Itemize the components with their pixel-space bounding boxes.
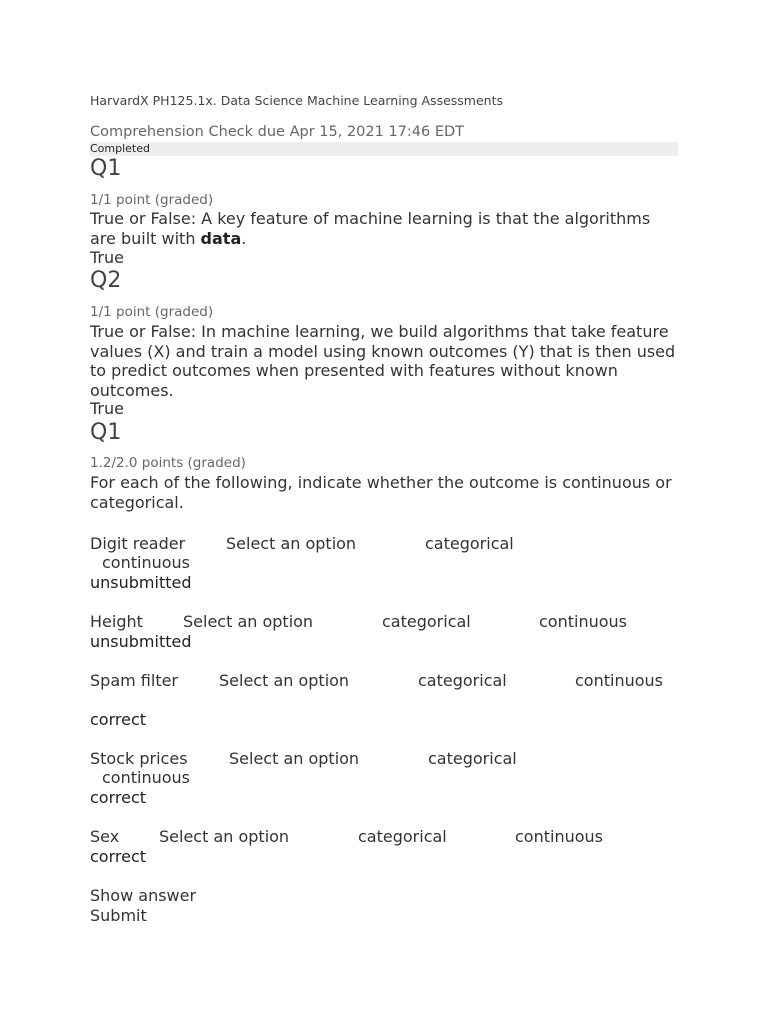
question-1-prompt-end: . <box>241 228 247 248</box>
item-label-height: Height <box>90 612 143 631</box>
option-categorical-height[interactable]: categorical <box>382 612 471 631</box>
status-stock-prices: correct <box>90 788 147 807</box>
option-continuous-digit-reader[interactable]: continuous <box>102 553 190 572</box>
question-3-heading: Q1 <box>90 420 122 445</box>
option-categorical-stock-prices[interactable]: categorical <box>428 749 517 768</box>
question-1-prompt <box>90 209 680 248</box>
select-digit-reader[interactable]: Select an option <box>226 534 357 553</box>
question-1-grade: 1/1 point (graded) <box>90 192 214 208</box>
select-spam-filter[interactable]: Select an option <box>219 671 350 690</box>
section-title: Comprehension Check due Apr 15, 2021 17:46 EDT <box>90 124 465 140</box>
item-label-sex: Sex <box>90 827 120 846</box>
question-1-answer: True <box>90 248 124 267</box>
question-1-prompt-bold: data <box>200 228 242 248</box>
option-continuous-stock-prices[interactable]: continuous <box>102 768 190 787</box>
course-title: HarvardX PH125.1x. Data Science Machine Learning Assessments <box>90 93 503 108</box>
status-digit-reader: unsubmitted <box>90 573 192 592</box>
question-1-prompt-text: True or False: A key feature of machine learning is that the algorithms are built with <box>90 209 651 248</box>
question-1-heading: Q1 <box>90 156 122 181</box>
option-continuous-height[interactable]: continuous <box>539 612 627 631</box>
question-2-heading: Q2 <box>90 268 122 293</box>
option-categorical-digit-reader[interactable]: categorical <box>425 534 514 553</box>
question-2-answer: True <box>90 399 124 418</box>
question-2-grade: 1/1 point (graded) <box>90 304 214 320</box>
status-spam-filter: correct <box>90 710 147 729</box>
option-continuous-spam-filter[interactable]: continuous <box>575 671 663 690</box>
status-sex: correct <box>90 847 147 866</box>
completed-badge: Completed <box>90 142 678 156</box>
item-label-stock-prices: Stock prices <box>90 749 188 768</box>
question-3-prompt: For each of the following, indicate whether the outcome is continuous or categorical. <box>90 473 672 512</box>
select-stock-prices[interactable]: Select an option <box>229 749 360 768</box>
select-sex[interactable]: Select an option <box>159 827 290 846</box>
select-height[interactable]: Select an option <box>183 612 314 631</box>
item-label-spam-filter: Spam filter <box>90 671 179 690</box>
option-categorical-sex[interactable]: categorical <box>358 827 447 846</box>
option-continuous-sex[interactable]: continuous <box>515 827 603 846</box>
status-height: unsubmitted <box>90 632 192 651</box>
item-label-digit-reader: Digit reader <box>90 534 186 553</box>
question-2-prompt: True or False: In machine learning, we build algorithms that take feature values (X) and train a model using known outcomes (Y) that is then used to predict outcomes when presented with features without known outcomes. <box>90 322 676 400</box>
show-answer-button[interactable]: Show answer <box>90 886 197 905</box>
submit-button[interactable]: Submit <box>90 906 147 925</box>
option-categorical-spam-filter[interactable]: categorical <box>418 671 507 690</box>
question-3-grade: 1.2/2.0 points (graded) <box>90 455 246 471</box>
